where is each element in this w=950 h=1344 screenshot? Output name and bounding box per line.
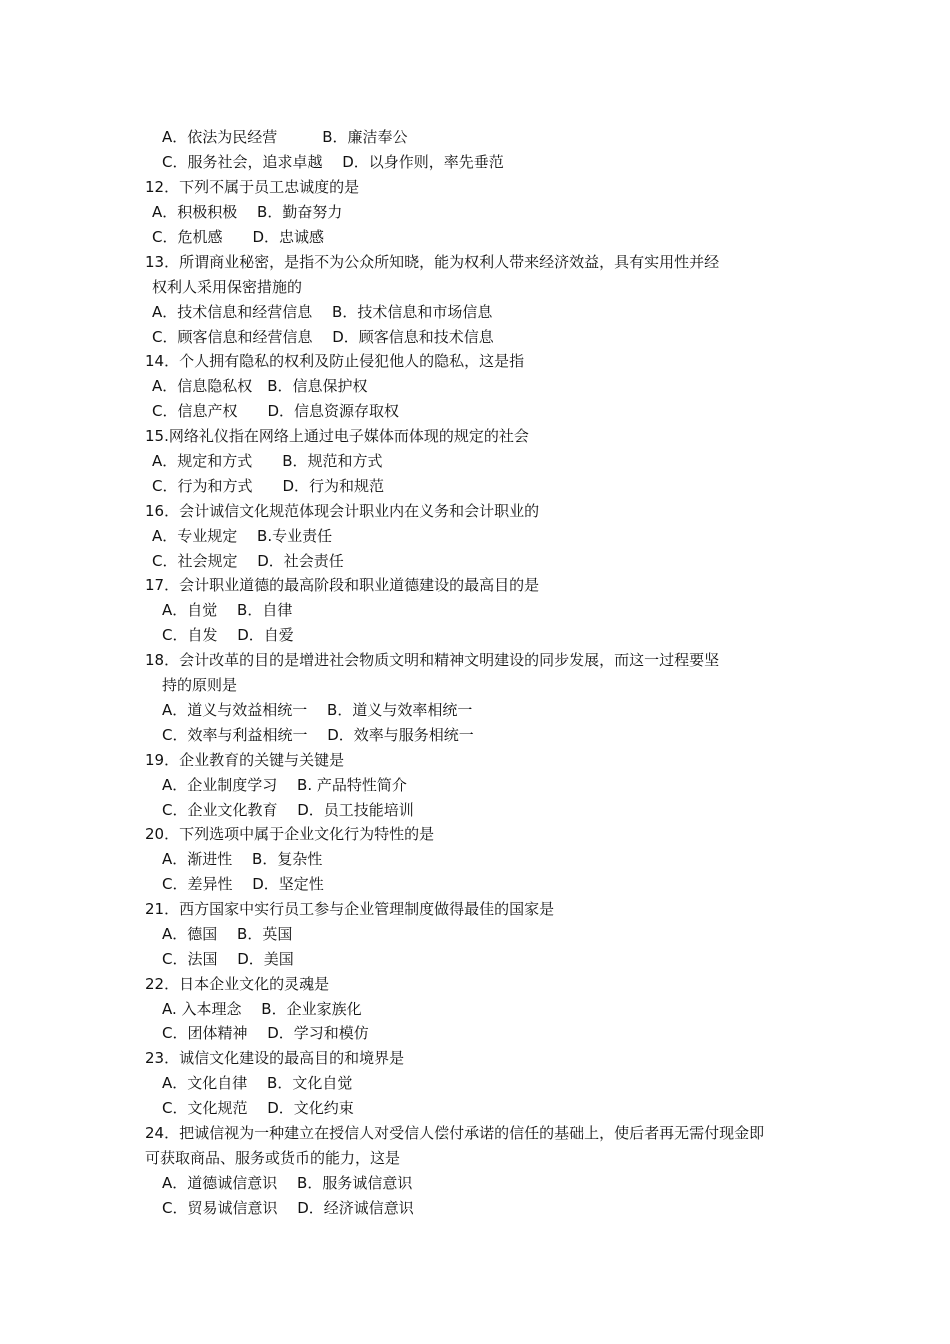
option-line: C．服务社会，追求卓越 D．以身作则，率先垂范 [162, 153, 504, 171]
option-line: C．文化规范 D．文化约束 [162, 1099, 354, 1117]
option-line: C．顾客信息和经营信息 D．顾客信息和技术信息 [152, 328, 494, 346]
question-line: 权利人采用保密措施的 [152, 278, 303, 296]
question-line: 16．会计诚信文化规范体现会计职业内在义务和会计职业的 [145, 502, 540, 520]
question-line: 14．个人拥有隐私的权利及防止侵犯他人的隐私，这是指 [145, 352, 525, 370]
option-line: A．积极积极 B．勤奋努力 [152, 203, 343, 221]
question-line: 15.网络礼仪指在网络上通过电子媒体而体现的规定的社会 [145, 427, 529, 445]
option-line: A．文化自律 B．文化自觉 [162, 1074, 353, 1092]
question-line: 17．会计职业道德的最高阶段和职业道德建设的最高目的是 [145, 576, 540, 594]
option-line: C．社会规定 D．社会责任 [152, 552, 344, 570]
option-line: C．差异性 D．坚定性 [162, 875, 324, 893]
question-line: 22．日本企业文化的灵魂是 [145, 975, 330, 993]
option-line: A．德国 B．英国 [162, 925, 293, 943]
option-line: C．效率与利益相统一 D．效率与服务相统一 [162, 726, 474, 744]
option-line: A．信息隐私权 B．信息保护权 [152, 377, 368, 395]
option-line: C．行为和方式 D．行为和规范 [152, 477, 385, 495]
option-line: A．自觉 B．自律 [162, 601, 293, 619]
option-line: C．自发 D．自爱 [162, 626, 294, 644]
option-line: A．道德诚信意识 B．服务诚信意识 [162, 1174, 413, 1192]
question-line: 18．会计改革的目的是增进社会物质文明和精神文明建设的同步发展，而这一过程要坚 [145, 651, 720, 669]
option-line: A．技术信息和经营信息 B．技术信息和市场信息 [152, 303, 493, 321]
option-line: A. 入本理念 B．企业家族化 [162, 1000, 362, 1018]
question-line: 持的原则是 [162, 676, 238, 694]
option-line: A．企业制度学习 B. 产品特性简介 [162, 776, 407, 794]
option-line: C．危机感 D．忠诚感 [152, 228, 325, 246]
question-line: 23．诚信文化建设的最高目的和境界是 [145, 1049, 405, 1067]
option-line: A．专业规定 B.专业责任 [152, 527, 333, 545]
option-line: A．渐进性 B．复杂性 [162, 850, 323, 868]
question-line: 13．所谓商业秘密，是指不为公众所知晓，能为权利人带来经济效益，具有实用性并经 [145, 253, 720, 271]
question-line: 20．下列选项中属于企业文化行为特性的是 [145, 825, 435, 843]
option-line: C．法国 D．美国 [162, 950, 294, 968]
question-line: 24．把诚信视为一种建立在授信人对受信人偿付承诺的信任的基础上，使后者再无需付现金即 [145, 1124, 765, 1142]
question-line: 21．西方国家中实行员工参与企业管理制度做得最佳的国家是 [145, 900, 555, 918]
option-line: C．团体精神 D．学习和模仿 [162, 1024, 369, 1042]
option-line: C．贸易诚信意识 D．经济诚信意识 [162, 1199, 414, 1217]
question-line: 12．下列不属于员工忠诚度的是 [145, 178, 360, 196]
option-line: A．规定和方式 B．规范和方式 [152, 452, 383, 470]
option-line: C．企业文化教育 D．员工技能培训 [162, 801, 414, 819]
option-line: C．信息产权 D．信息资源存取权 [152, 402, 400, 420]
option-line: A．依法为民经营 B．廉洁奉公 [162, 128, 408, 146]
question-line: 19．企业教育的关键与关键是 [145, 751, 345, 769]
option-line: A．道义与效益相统一 B．道义与效率相统一 [162, 701, 473, 719]
question-line: 可获取商品、服务或货币的能力，这是 [145, 1149, 401, 1167]
